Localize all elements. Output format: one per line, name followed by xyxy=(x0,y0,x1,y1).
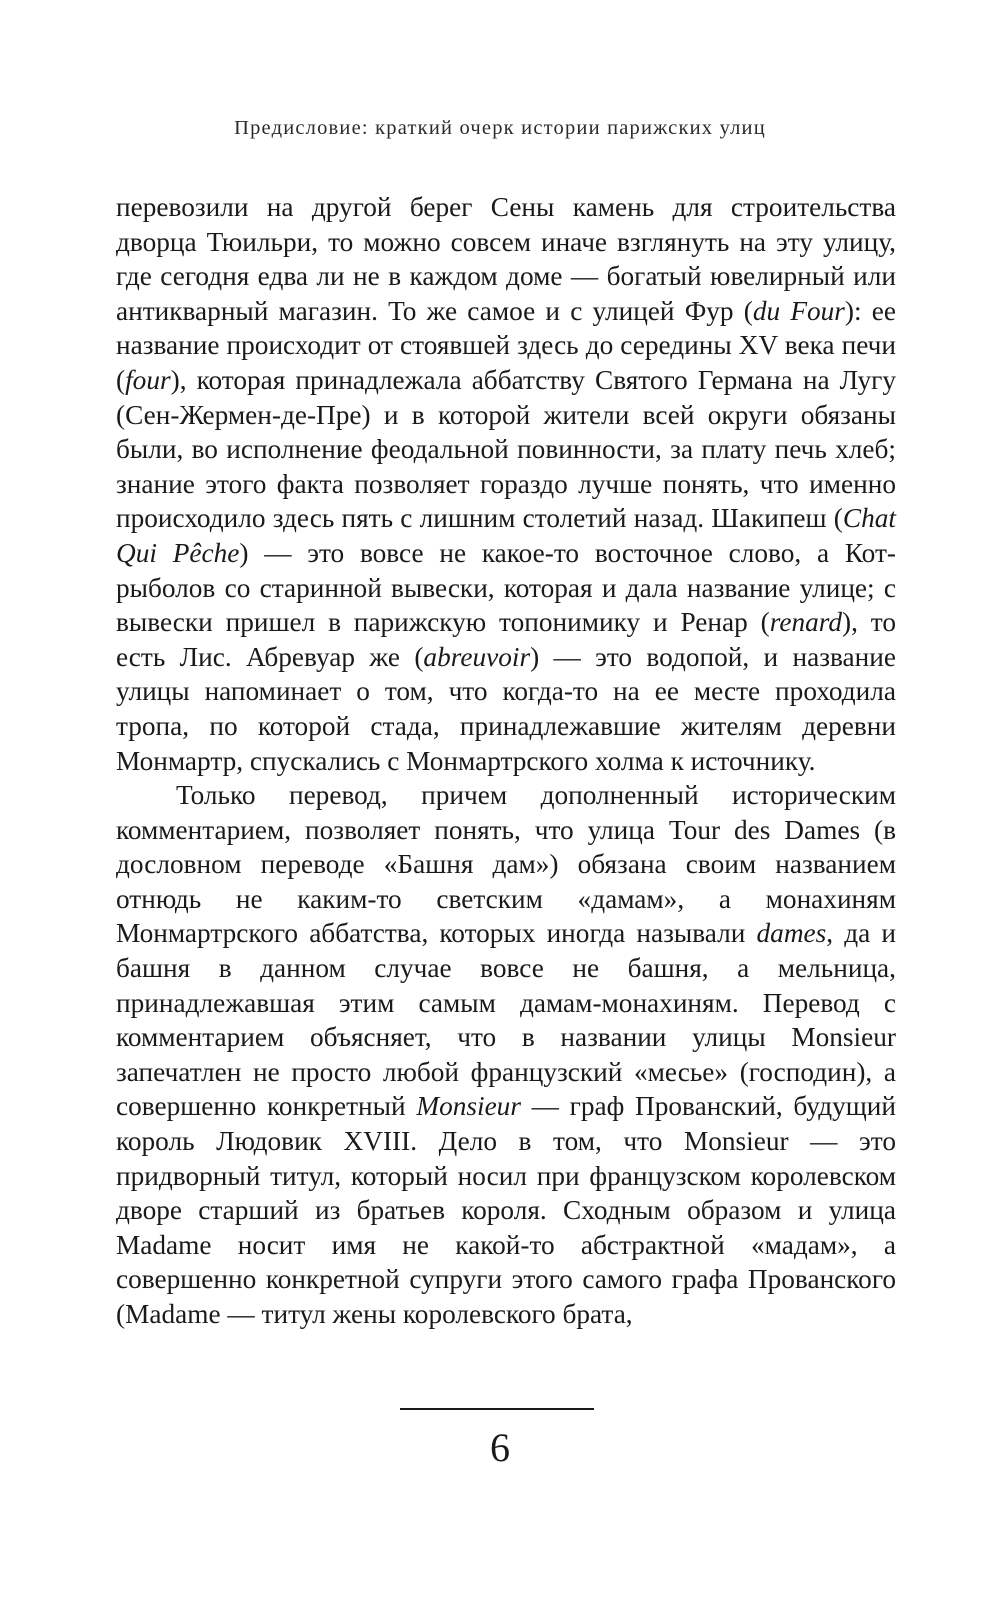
italic-term-four: four xyxy=(125,364,171,395)
folio-rule xyxy=(400,1408,594,1410)
italic-term-monsieur: Monsieur xyxy=(416,1091,521,1122)
italic-term-dames: dames xyxy=(756,918,827,949)
italic-term-renard: renard xyxy=(769,607,842,638)
italic-term-du-four: du Four xyxy=(752,295,845,326)
italic-term-chat-qui-peche: Chat Qui Pêche xyxy=(116,503,896,568)
paragraph-1 xyxy=(116,190,896,778)
text-run: ) — это вовсе не какое-то восточное слово, а Кот-рыболов со старинной вывески, которая и дала название улице; с вывески пришел в парижскую топонимику и Ренар ( xyxy=(116,537,896,638)
running-head: Предисловие: краткий очерк истории парижских улиц xyxy=(234,117,766,139)
text-run: Только перевод, причем дополненный историческим комментарием, позволяет понять, что улица Tour des Dames (в дословном переводе «Башня дам») обязана своим названием отнюдь не каким-то светским «дамам», а монахиням Монмартрского аббатства, которых иногда называли xyxy=(116,780,896,949)
paragraph-2 xyxy=(116,778,896,1332)
text-run: — граф Прованский, будущий король Людовик XVIII. Дело в том, что Monsieur — это придворный титул, который носил при французском королевском дворе старший из братьев короля. Сходным образом и улица Madame носит имя не какой-то абстрактной «мадам», а совершенно конкретной супруги этого самого графа Прованского (Madame — титул жены королевского брата, xyxy=(116,1091,896,1329)
body-text xyxy=(116,190,896,1332)
text-run: ), которая принадлежала аббатству Святого Германа на Лугу (Сен-Жермен-де-Пре) и в которой жители всей округи обязаны были, во исполнение феодальной повинности, за плату печь хлеб; знание этого факта позволяет гораздо лучше понять, что именно происходило здесь пять с лишним столетий назад. Шакипеш ( xyxy=(116,364,896,534)
text-run: ) — это водопой, и название улицы напоминает о том, что когда-то на ее месте проходила тропа, по которой стада, принадлежавшие жителям деревни Монмартр, спускались с Монмартрского холма к источнику. xyxy=(116,641,896,776)
italic-term-abreuvoir: abreuvoir xyxy=(423,641,531,672)
text-run: ), то есть Лис. Абревуар же ( xyxy=(116,607,896,672)
text-run: перевозили на другой берег Сены камень для строительства дворца Тюильри, то можно совсем иначе взглянуть на эту улицу, где сегодня едва ли не в каждом доме — богатый ювелирный или антикварный магазин. То же самое и с улицей Фур ( xyxy=(116,192,896,326)
text-run: ): ее название происходит от стоявшей здесь до середины XV века печи ( xyxy=(116,295,897,395)
text-run: , да и башня в данном случае вовсе не башня, а мельница, принадлежавшая этим самым дамам-монахиням. Перевод с комментарием объясняет, что в названии улицы Monsieur запечатлен не просто любой французский «месье» (господин), а совершенно конкретный xyxy=(116,918,896,1122)
page-number: 6 xyxy=(490,1425,510,1470)
